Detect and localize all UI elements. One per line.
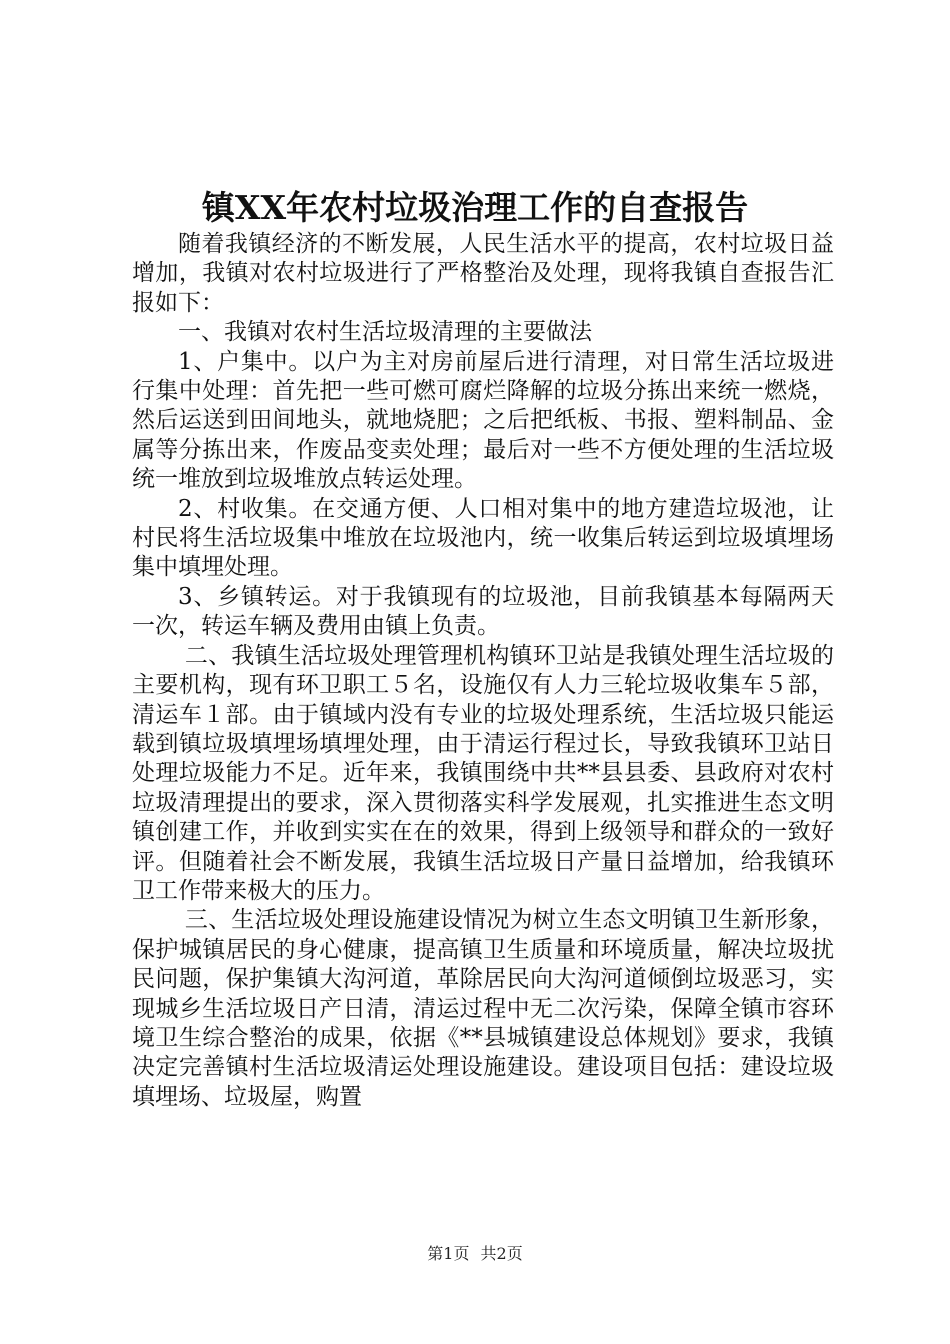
paragraph-section-2: 二、我镇生活垃圾处理管理机构镇环卫站是我镇处理生活垃圾的主要机构，现有环卫职工５名，设施仅有人力三轮垃圾收集车５部，清运车１部。由于镇域内没有专业的垃圾处理系统，生活垃圾只能运载到镇垃圾填埋场填埋处理，由于清运行程过长，导致我镇环卫站日处理垃圾能力不足。近年来，我镇围绕中共**县县委、县政府对农村垃圾清理提出的要求，深入贯彻落实科学发展观，扎实推进生态文明镇创建工作，并收到实实在在的效果，得到上级领导和群众的一致好评。但随着社会不断发展，我镇生活垃圾日产量日益增加，给我镇环卫工作带来极大的压力。 — [132, 642, 834, 904]
paragraph-household: 1、户集中。以户为主对房前屋后进行清理，对日常生活垃圾进行集中处理：首先把一些可燃可腐烂降解的垃圾分拣出来统一燃烧，然后运送到田间地头，就地烧肥；之后把纸板、书报、塑料制品、金属等分拣出来，作废品变卖处理；最后对一些不方便处理的生活垃圾统一堆放到垃圾堆放点转运处理。 — [132, 348, 834, 493]
page-footer — [0, 1243, 950, 1265]
section-heading-1: 一、我镇对农村生活垃圾清理的主要做法 — [178, 319, 592, 346]
paragraph-village: 2、村收集。在交通方便、人口相对集中的地方建造垃圾池，让村民将生活垃圾集中堆放在垃圾池内，统一收集后转运到垃圾填埋场集中填埋处理。 — [132, 495, 834, 581]
document-body — [132, 230, 834, 1112]
paragraph-intro: 随着我镇经济的不断发展，人民生活水平的提高，农村垃圾日益增加，我镇对农村垃圾进行了严格整治及处理，现将我镇自查报告汇报如下： — [132, 231, 834, 316]
document-title: 镇XX年农村垃圾治理工作的自查报告 — [201, 188, 749, 227]
paragraph-township: 3、乡镇转运。对于我镇现有的垃圾池，目前我镇基本每隔两天一次，转运车辆及费用由镇上负责。 — [132, 583, 834, 640]
page-number: 第1页 — [427, 1244, 470, 1263]
page-total: 共2页 — [480, 1244, 523, 1263]
paragraph-section-3: 三、生活垃圾处理设施建设情况为树立生态文明镇卫生新形象，保护城镇居民的身心健康，提高镇卫生质量和环境质量，解决垃圾扰民问题，保护集镇大沟河道，革除居民向大沟河道倾倒垃圾恶习，实现城乡生活垃圾日产日清，清运过程中无二次污染，保障全镇市容环境卫生综合整治的成果，依据《**县城镇建设总体规划》要求，我镇决定完善镇村生活垃圾清运处理设施建设。建设项目包括：建设垃圾填埋场、垃圾屋，购置 — [132, 907, 834, 1110]
